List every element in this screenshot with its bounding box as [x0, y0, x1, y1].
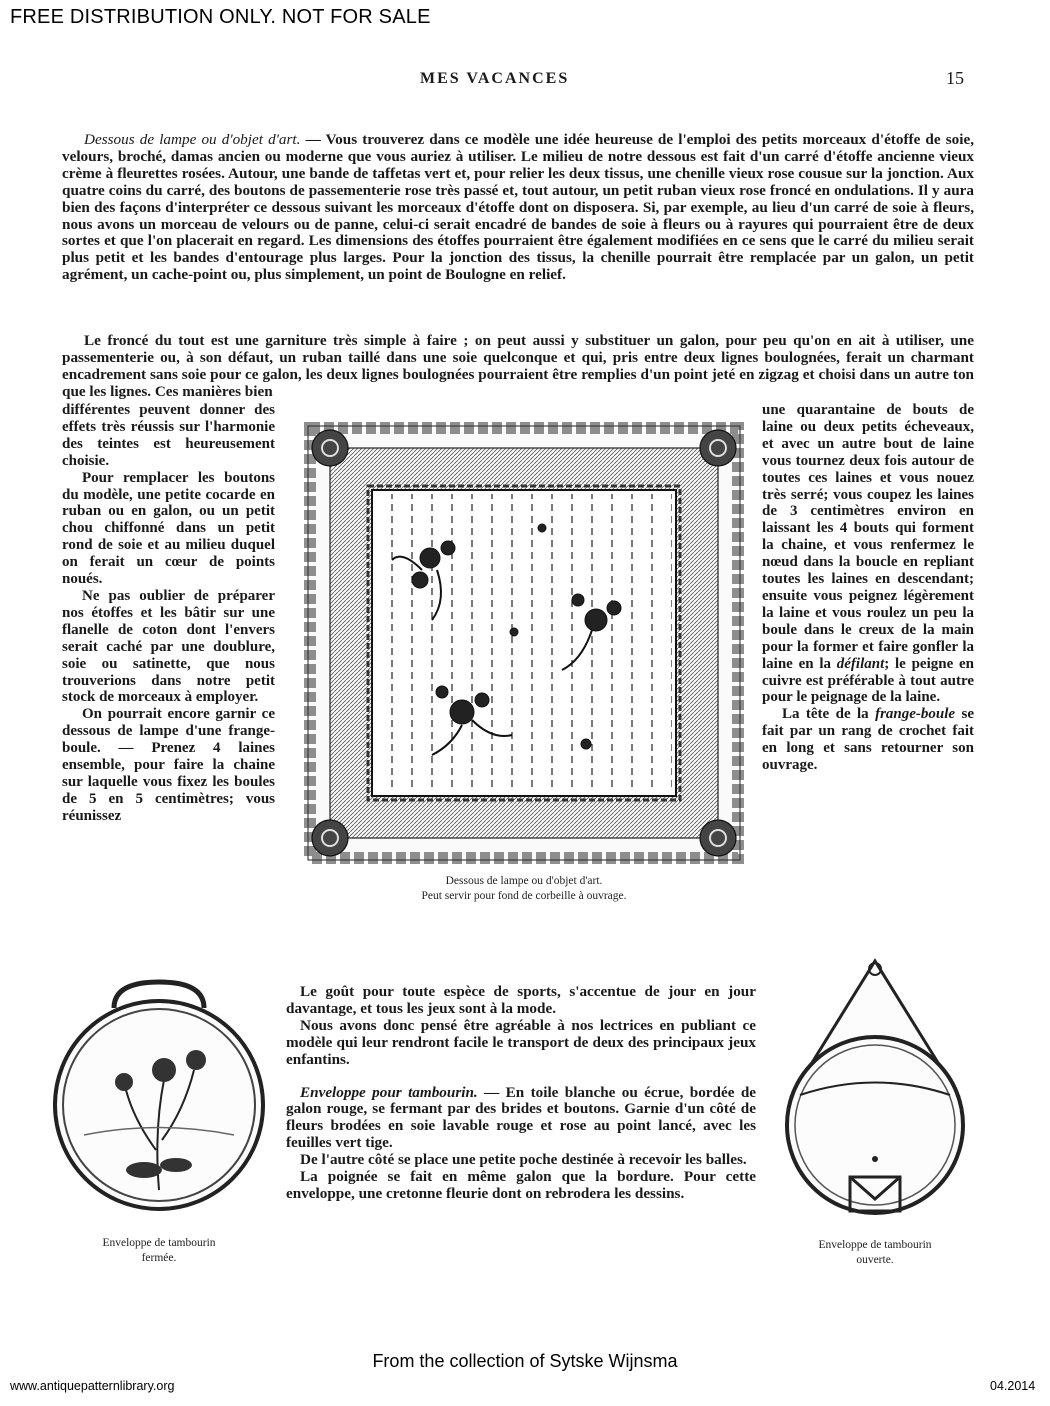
intro-paragraph	[62, 132, 974, 284]
distribution-banner: FREE DISTRIBUTION ONLY. NOT FOR SALE	[10, 6, 431, 28]
left-col-paragraph: On pourrait encore garnir ce dessous de lampe d'une frange-boule. — Prenez 4 laines ensemble, pour faire la chaine sur laquelle vous fixez les boules de 5 en 5 centimètres; vous réunissez	[62, 706, 275, 824]
sports-paragraph: La poignée se fait en même galon que la bordure. Pour cette enveloppe, une cretonne fleurie dont on rebrodera les dessins.	[286, 1168, 756, 1202]
sports-paragraph: De l'autre côté se place une petite poche destinée à recevoir les balles.	[300, 1151, 747, 1169]
left-col-paragraph: Pour remplacer les boutons du modèle, une petite cocarde en ruban ou en galon, ou un petit chou chiffonné dans un petit rond de soie et au milieu duquel on ferait un cœur de points noués.	[62, 469, 275, 588]
caption-line: Enveloppe de tambourin	[818, 1239, 932, 1251]
sports-paragraph	[286, 1085, 756, 1153]
lamp-mat-illustration	[302, 420, 746, 866]
sports-section	[286, 984, 756, 1203]
sports-body: — En toile blanche ou écrue, bordée de galon rouge, se fermant par des brides et boutons. Garnie d'un côté de fleurs brodées en soie lavable rouge et rose au point lancé, avec les feuilles vert tige.	[286, 1083, 757, 1152]
right-col-text: se fait par un rang de crochet fait en long et sans retourner son ouvrage.	[762, 706, 974, 774]
site-url: www.antiquepatternlibrary.org	[10, 1379, 175, 1393]
intro-lead: Dessous de lampe ou d'objet d'art.	[84, 131, 301, 148]
caption-line: Enveloppe de tambourin	[102, 1237, 216, 1249]
right-col-text: une quarantaine de bouts de laine ou deux petits écheveaux, et avec un autre bout de laine vous tournez deux fois autour de toutes ces laines et vous nouez très serré; vous coupez les laines de 3 centimètres environ en laissant les 4 bouts qui forment la chaine, et vous renfermez le nœud dans la boucle en repliant toutes les laines en descendant; ensuite vous peignez légèrement la laine et vous roulez un peu la boule dans le creux de la main pour la former et faire gonfler la laine en la	[762, 402, 974, 672]
right-col-text: La tête de la	[782, 706, 876, 723]
tambourine-closed-caption	[44, 1236, 274, 1265]
tambourine-cover-open-illustration	[780, 955, 970, 1227]
left-column	[62, 402, 275, 825]
caption-line: fermée.	[141, 1251, 177, 1264]
caption-line: Dessous de lampe ou d'objet d'art.	[445, 875, 603, 887]
right-col-italic: frange-boule	[875, 706, 956, 723]
left-col-paragraph: Ne pas oublier de préparer nos étoffes et les bâtir sur une flanelle de coton dont l'envers serait caché par une doublure, soie ou satinette, que nous trouverions dans notre petit stock de morceaux à employer.	[62, 587, 275, 706]
right-col-paragraph	[762, 706, 974, 774]
intro-body: — Vous trouverez dans ce modèle une idée heureuse de l'emploi des petits morceaux d'étoffe de soie, velours, broché, damas ancien ou moderne que vous auriez à utiliser. Le milieu de notre dessous est fait d'un carré d'étoffe ancienne vieux crème à fleurettes rosées. Autour, une bande de taffetas vert et, pour relier les deux tissus, une chenille vieux rose cousue sur la jonction. Aux quatre coins du carré, des boutons de passementerie rose très passé et, tout autour, un petit ruban vieux rose froncé en ondulations. Il y aura bien des façons d'interpréter ce dessous suivant les morceaux d'étoffe dont on disposera. Si, par exemple, au lieu d'un carré de soie à fleurs, nous avons un morceau de velours ou de panne, celui-ci serait encadré de bandes de soie à fleurs ou à rayures qui pourraient être de deux sortes et que l'on placerait en regard. Les dimensions des étoffes pourraient être également modifiées en ce sens que le carré du milieu serait plus petit et les bandes d'entourage plus larges. Pour la jonction des tissus, la chenille pourrait être remplacée par un galon, un petit agrément, un cache-point ou, plus simplement, un point de Boulogne en relief.	[62, 131, 975, 284]
sports-paragraph: Nous avons donc pensé être agréable à nos lectrices en publiant ce modèle qui leur rendront facile le transport de deux des principaux jeux enfantins.	[286, 1016, 756, 1068]
caption-line: Peut servir pour fond de corbeille à ouvrage.	[421, 889, 627, 902]
right-col-italic: défilant	[836, 655, 885, 672]
tambourine-open-caption	[770, 1238, 980, 1267]
right-col-text: ; le peigne en cuivre est préférable à tout autre pour le peignage de la laine.	[762, 655, 974, 706]
sports-lead: Enveloppe pour tambourin.	[300, 1083, 478, 1101]
right-column	[762, 402, 974, 774]
running-title: MES VACANCES	[420, 70, 570, 87]
publication-date: 04.2014	[990, 1379, 1036, 1393]
sports-paragraph: Le goût pour toute espèce de sports, s'accentue de jour en jour davantage, et tous les jeux sont à la mode.	[286, 983, 756, 1017]
running-head	[0, 70, 1050, 94]
right-col-paragraph	[762, 402, 974, 706]
tambourine-cover-closed-illustration	[44, 960, 274, 1220]
page-number: 15	[946, 68, 964, 88]
intro-paragraph-2: Le froncé du tout est une garniture très simple à faire ; on peut aussi y substituer un galon, pour peu qu'on en ait à utiliser, une passementerie ou, à son défaut, un ruban taillé dans une soie quelconque et qui, pris entre deux lignes boulognées, ferait un charmant encadrement sans soie pour ce galon, les deux lignes boulognées pourraient être remplies d'un point jeté en zigzag et choisi dans un autre ton que les lignes. Ces manières bien	[62, 332, 974, 400]
left-col-paragraph: différentes peuvent donner des effets très réussis sur l'harmonie des teintes est heureusement choisie.	[62, 402, 275, 469]
collection-credit: From the collection of Sytske Wijnsma	[372, 1351, 678, 1371]
lamp-mat-caption	[300, 874, 748, 903]
caption-line: ouverte.	[856, 1253, 894, 1266]
